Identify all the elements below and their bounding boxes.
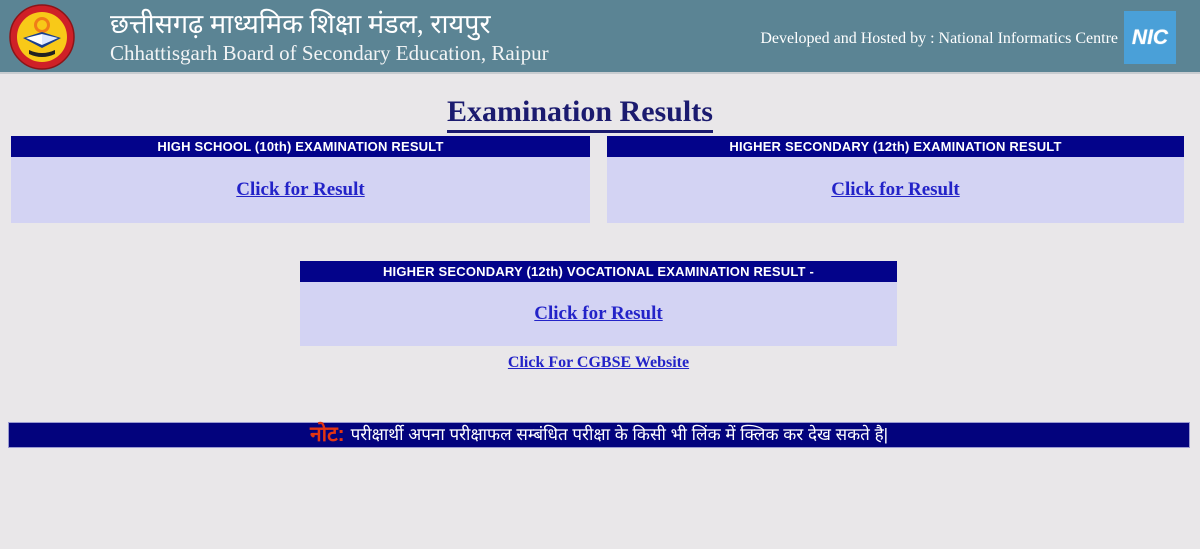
- page-title: Examination Results: [447, 95, 713, 133]
- cgbse-website-link[interactable]: Click For CGBSE Website: [507, 354, 690, 371]
- note-text: परीक्षार्थी अपना परीक्षाफल सम्बंधित परीक्षा के किसी भी लिंक में क्लिक कर देख सकते है|: [350, 425, 889, 444]
- nic-logo: NIC: [1124, 11, 1176, 64]
- vocational-result-body: [300, 282, 897, 346]
- higher-secondary-result-box: [607, 136, 1184, 223]
- higher-secondary-result-header: HIGHER SECONDARY (12th) EXAMINATION RESULT: [607, 136, 1184, 157]
- header: [0, 0, 1200, 74]
- vocational-result-header: HIGHER SECONDARY (12th) VOCATIONAL EXAMINATION RESULT -: [300, 261, 897, 282]
- board-title-english: Chhattisgarh Board of Secondary Education, Raipur: [110, 41, 549, 65]
- high-school-result-box: [11, 136, 590, 223]
- cgbse-website-link-row: [300, 354, 897, 372]
- vocational-click-for-result-link[interactable]: Click for Result: [534, 303, 663, 324]
- board-title-hindi: छत्तीसगढ़ माध्यमिक शिक्षा मंडल, रायपुर: [110, 9, 491, 39]
- cgbse-board-logo-icon: [9, 4, 75, 70]
- note-label: नोट:: [309, 423, 345, 446]
- vocational-result-box: [300, 261, 897, 346]
- high-school-result-body: [11, 157, 590, 223]
- developed-by-text: Developed and Hosted by : National Informatics Centre: [760, 30, 1118, 47]
- note-bar: [8, 422, 1190, 448]
- higher-secondary-result-body: [607, 157, 1184, 223]
- high-school-click-for-result-link[interactable]: Click for Result: [236, 179, 365, 200]
- high-school-result-header: HIGH SCHOOL (10th) EXAMINATION RESULT: [11, 136, 590, 157]
- higher-secondary-click-for-result-link[interactable]: Click for Result: [831, 179, 960, 200]
- header-titles: [110, 8, 549, 66]
